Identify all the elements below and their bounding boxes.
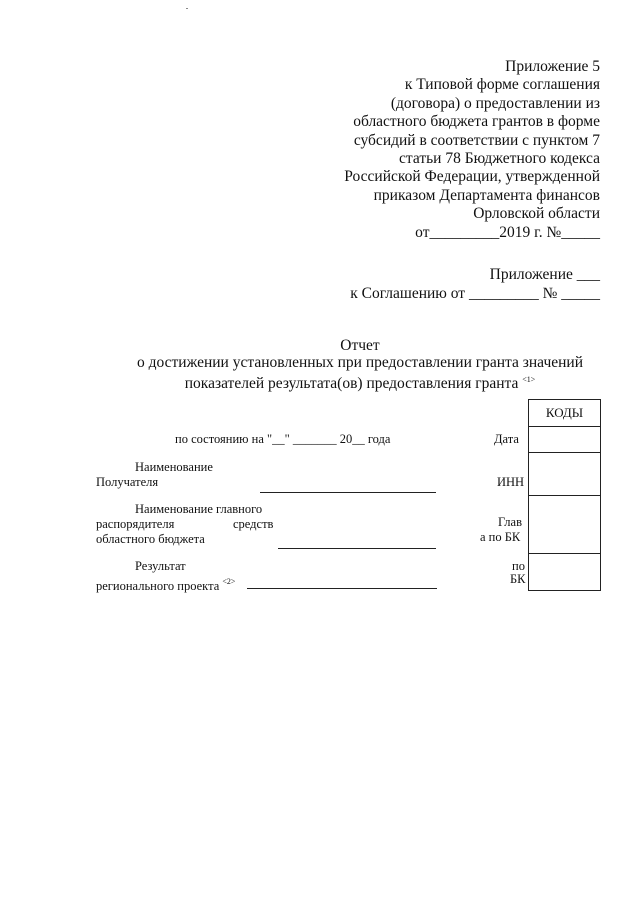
header-line: Приложение 5 — [505, 58, 600, 75]
as-of-date: по состоянию на "__" _______ 20__ года — [175, 432, 391, 446]
po-bk-label: по — [512, 559, 525, 573]
result-line[interactable] — [247, 588, 437, 589]
agreement-reference — [350, 265, 600, 303]
date-label: Дата — [494, 432, 519, 446]
po-bk-label: БК — [510, 572, 526, 586]
footnote-1: <1> — [522, 375, 536, 384]
code-cell-date[interactable] — [529, 427, 601, 453]
inn-label: ИНН — [497, 475, 525, 489]
agreement-line: Приложение ___ — [489, 266, 600, 283]
code-cell-po-bk[interactable] — [529, 554, 601, 591]
header-line: Российской Федерации, утвержденной — [344, 168, 600, 186]
header-line: приказом Департамента финансов — [373, 186, 600, 204]
glava-label: Глав — [498, 515, 522, 529]
recipient-label: Наименование — [135, 460, 213, 474]
code-cell-glava[interactable] — [529, 496, 601, 554]
codes-header: КОДЫ — [529, 400, 601, 427]
header-line: субсидий в соответствии с пунктом 7 — [353, 131, 600, 149]
codes-table — [528, 399, 601, 591]
title-line-3-text: показателей результата(ов) предоставления гранта — [184, 375, 519, 392]
code-cell-inn[interactable] — [529, 453, 601, 496]
title-line-1: Отчет — [340, 337, 380, 354]
title-line-2: о достижении установленных при предоставлении гранта значений — [136, 354, 584, 371]
recipient-line[interactable] — [260, 492, 436, 493]
footnote-2: <2> — [222, 577, 236, 586]
manager-line[interactable] — [278, 548, 436, 549]
manager-label: средств — [233, 517, 274, 531]
header-line: (договора) о предоставлении из — [390, 94, 600, 112]
manager-label: распорядителя — [96, 517, 175, 531]
manager-label: Наименование главного — [135, 502, 263, 516]
header-line: Орловской области — [473, 205, 600, 223]
title-line-3 — [0, 371, 640, 392]
result-label: Результат — [135, 559, 186, 573]
report-title — [0, 337, 640, 392]
manager-label: областного бюджета — [96, 532, 205, 546]
result-label-text: регионального проекта — [96, 579, 220, 593]
recipient-label: Получателя — [96, 475, 159, 489]
header-line: от_________2019 г. №_____ — [415, 223, 600, 241]
header-line: к Типовой форме соглашения — [404, 76, 600, 94]
header-line: статьи 78 Бюджетного кодекса — [399, 150, 600, 168]
scan-speck — [186, 8, 188, 9]
agreement-line: к Соглашению от _________ № _____ — [350, 285, 600, 302]
header-line: областного бюджета грантов в форме — [353, 113, 600, 131]
glava-label: а по БК — [480, 530, 521, 544]
result-label — [96, 574, 235, 594]
appendix-header — [344, 58, 600, 242]
